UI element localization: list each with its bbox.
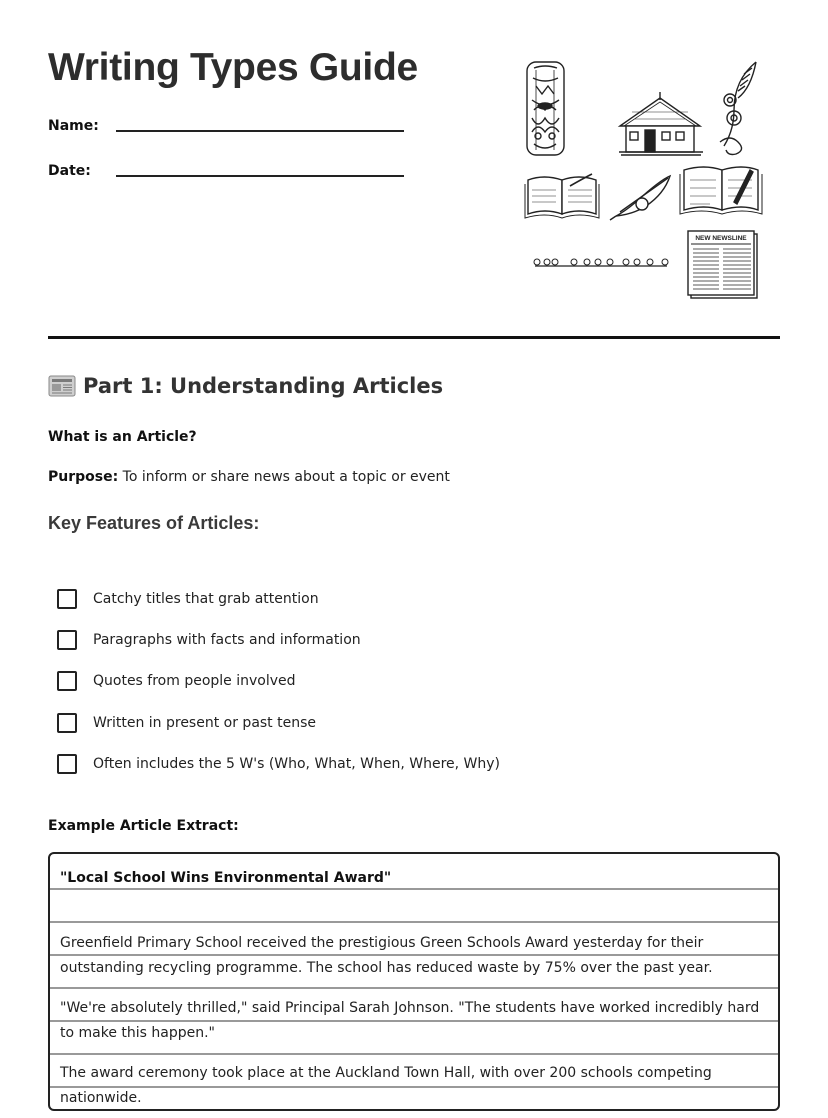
features-heading: Key Features of Articles: bbox=[48, 513, 260, 533]
name-field bbox=[48, 118, 99, 134]
checklist-item bbox=[57, 661, 500, 702]
date-line[interactable] bbox=[116, 175, 404, 177]
checklist-item-label: Written in present or past tense bbox=[93, 714, 317, 731]
checkbox[interactable] bbox=[57, 630, 77, 650]
checklist-item bbox=[57, 702, 500, 743]
checkbox[interactable] bbox=[57, 754, 77, 774]
header-illustration bbox=[520, 56, 770, 304]
checkbox[interactable] bbox=[57, 589, 77, 609]
example-paragraph: "We're absolutely thrilled," said Principal Sarah Johnson. "The students have worked incredibly hard to make this happen." bbox=[60, 1000, 760, 1041]
checklist-item-label: Catchy titles that grab attention bbox=[93, 590, 319, 607]
checklist-item-label: Paragraphs with facts and information bbox=[93, 631, 361, 648]
purpose-text: To inform or share news about a topic or event bbox=[118, 469, 450, 485]
open-book-icon bbox=[525, 174, 599, 218]
example-paragraph: The award ceremony took place at the Auckland Town Hall, with over 200 schools competing nationwide. bbox=[60, 1065, 712, 1106]
example-paragraph: Greenfield Primary School received the prestigious Green Schools Award yesterday for their outstanding recycling programme. The school has reduced waste by 75% over the past year. bbox=[60, 935, 713, 976]
example-title: "Local School Wins Environmental Award" bbox=[60, 870, 392, 886]
checklist-item bbox=[57, 619, 500, 660]
article-question: What is an Article? bbox=[48, 429, 197, 445]
open-book-writing-icon bbox=[680, 167, 762, 214]
checklist-item bbox=[57, 578, 500, 619]
example-extract-text bbox=[60, 866, 772, 1111]
name-label: Name: bbox=[48, 118, 99, 134]
quill-pen-icon bbox=[610, 176, 670, 220]
part1-heading bbox=[48, 374, 443, 398]
date-label: Date: bbox=[48, 163, 91, 179]
newspaper-masthead: NEW NEWSLINE bbox=[695, 235, 747, 242]
section-divider bbox=[48, 336, 780, 339]
checklist-item bbox=[57, 743, 500, 784]
checkbox[interactable] bbox=[57, 671, 77, 691]
name-line[interactable] bbox=[116, 130, 404, 132]
page-title: Writing Types Guide bbox=[48, 46, 418, 89]
koru-feather-icon bbox=[720, 62, 756, 155]
purpose-label: Purpose: bbox=[48, 469, 119, 485]
clothesline-icon bbox=[534, 259, 668, 266]
part1-heading-text: Part 1: Understanding Articles bbox=[83, 374, 444, 398]
example-label: Example Article Extract: bbox=[48, 818, 239, 834]
example-extract-box bbox=[48, 852, 780, 1111]
newspaper-emoji-icon bbox=[48, 374, 76, 398]
checklist-item-label: Quotes from people involved bbox=[93, 673, 296, 690]
checkbox[interactable] bbox=[57, 713, 77, 733]
date-field bbox=[48, 163, 91, 179]
checklist-item-label: Often includes the 5 W's (Who, What, When, Where, Why) bbox=[93, 755, 500, 772]
purpose-line bbox=[48, 469, 450, 485]
wharenui-house-icon bbox=[619, 92, 703, 155]
features-checklist bbox=[57, 578, 500, 784]
newspaper-icon bbox=[688, 231, 757, 298]
pou-carving-icon bbox=[527, 62, 564, 155]
